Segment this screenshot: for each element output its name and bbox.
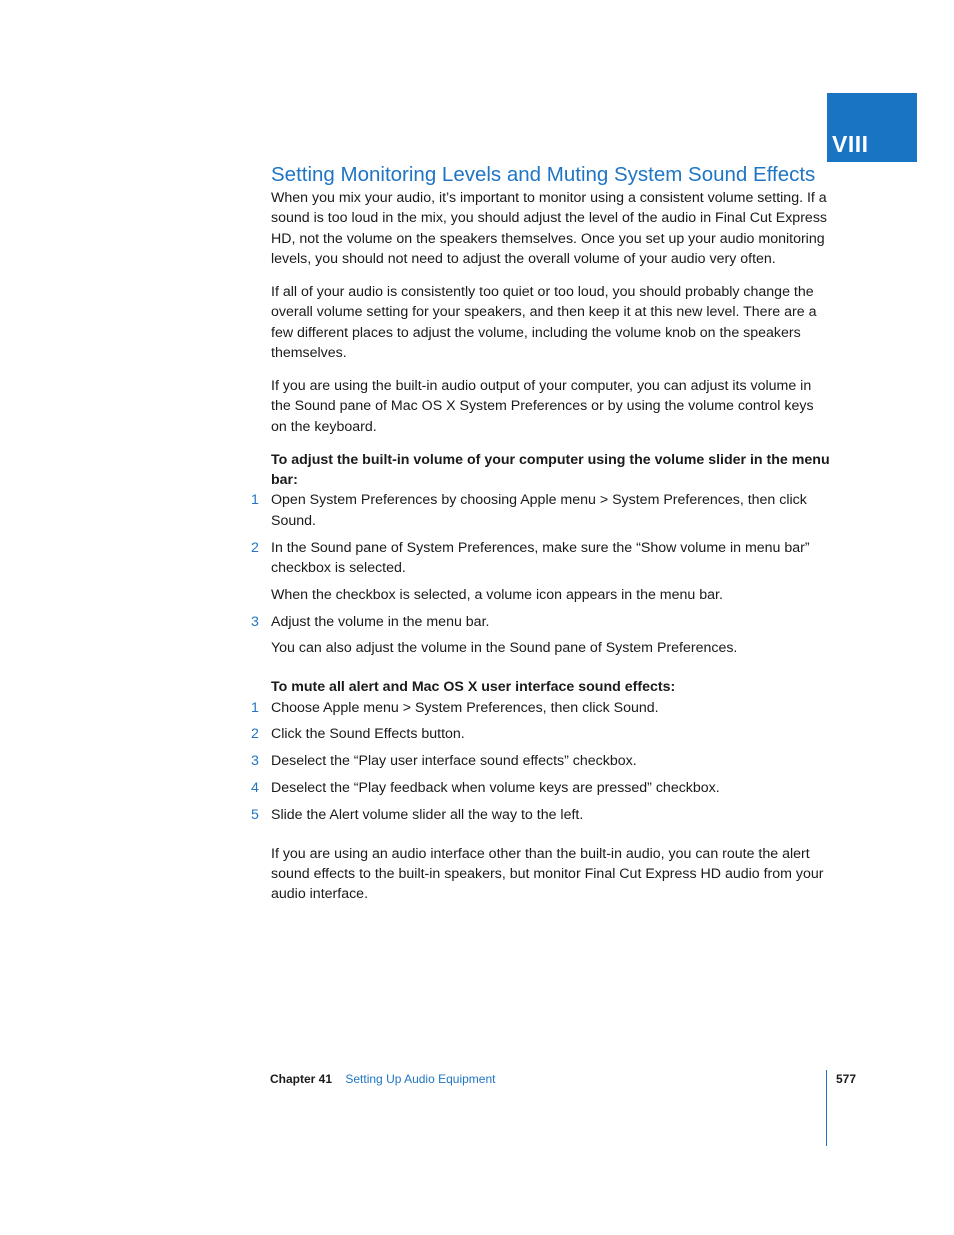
task2-step-2 [251, 724, 831, 744]
step-number: 1 [251, 492, 259, 509]
task1-step-2-note: When the checkbox is selected, a volume icon appears in the menu bar. [271, 586, 723, 603]
step-text: Open System Preferences by choosing Apple menu > System Preferences, then click Sound. [271, 492, 807, 529]
closing-paragraph: If you are using an audio interface other than the built-in audio, you can route the alert sound effects to the built-in speakers, but monitor Final Cut Express HD audio from your audio interface. [271, 845, 824, 903]
step-text: Adjust the volume in the menu bar. [271, 613, 490, 630]
step-text: Choose Apple menu > System Preferences, then click Sound. [271, 699, 659, 716]
task2-step-3 [251, 751, 831, 771]
task2-heading: To mute all alert and Mac OS X user interface sound effects: [271, 679, 676, 696]
intro-paragraph-1: When you mix your audio, it’s important to monitor using a consistent volume setting. If a sound is too loud in the mix, you should adjust the level of the audio in Final Cut Express HD, not the volume on the speakers themselves. Once you set up your audio monitoring levels, you should not need to adjust the overall volume of your audio very often. [271, 190, 828, 268]
step-text: Slide the Alert volume slider all the way to the left. [271, 806, 584, 823]
task1-step-3 [251, 612, 831, 632]
task2-step-1 [251, 698, 831, 718]
page-number: 577 [836, 1072, 857, 1086]
task1-heading: To adjust the built-in volume of your computer using the volume slider in the menu bar: [271, 451, 830, 489]
task1-step-2 [251, 538, 831, 579]
section-title: Setting Monitoring Levels and Muting System Sound Effects [271, 163, 816, 186]
step-number: 2 [251, 539, 259, 556]
section-tab-label: VIII [832, 131, 869, 157]
step-number: 1 [251, 699, 259, 716]
step-number: 5 [251, 806, 259, 823]
footer-chapter: Chapter 41 [270, 1072, 333, 1086]
footer-chapter-title: Setting Up Audio Equipment [345, 1072, 496, 1086]
task1-step-1 [251, 490, 831, 531]
intro-paragraph-2: If all of your audio is consistently too quiet or too loud, you should probably change the overall volume setting for your speakers, and then keep it at this new level. There are a few different places to adjust the volume, including the volume knob on the speakers themselves. [271, 284, 817, 362]
step-number: 4 [251, 780, 259, 797]
step-text: Deselect the “Play feedback when volume keys are pressed” checkbox. [271, 780, 720, 797]
task2-step-4 [251, 778, 831, 798]
step-number: 2 [251, 726, 259, 743]
task2-step-5 [251, 805, 831, 825]
step-number: 3 [251, 613, 259, 630]
body-content [251, 188, 831, 917]
page-footer [270, 1072, 495, 1086]
task1-step-3-note: You can also adjust the volume in the Sound pane of System Preferences. [271, 640, 738, 657]
step-text: Deselect the “Play user interface sound effects” checkbox. [271, 753, 637, 770]
step-text: Click the Sound Effects button. [271, 726, 465, 743]
intro-paragraph-3: If you are using the built-in audio output of your computer, you can adjust its volume in the Sound pane of Mac OS X System Preferences or by using the volume control keys on the keyboard. [271, 378, 814, 435]
section-tab [827, 93, 917, 162]
step-text: In the Sound pane of System Preferences, make sure the “Show volume in menu bar” checkbox is selected. [271, 539, 810, 577]
step-number: 3 [251, 753, 259, 770]
footer-divider [826, 1070, 827, 1146]
